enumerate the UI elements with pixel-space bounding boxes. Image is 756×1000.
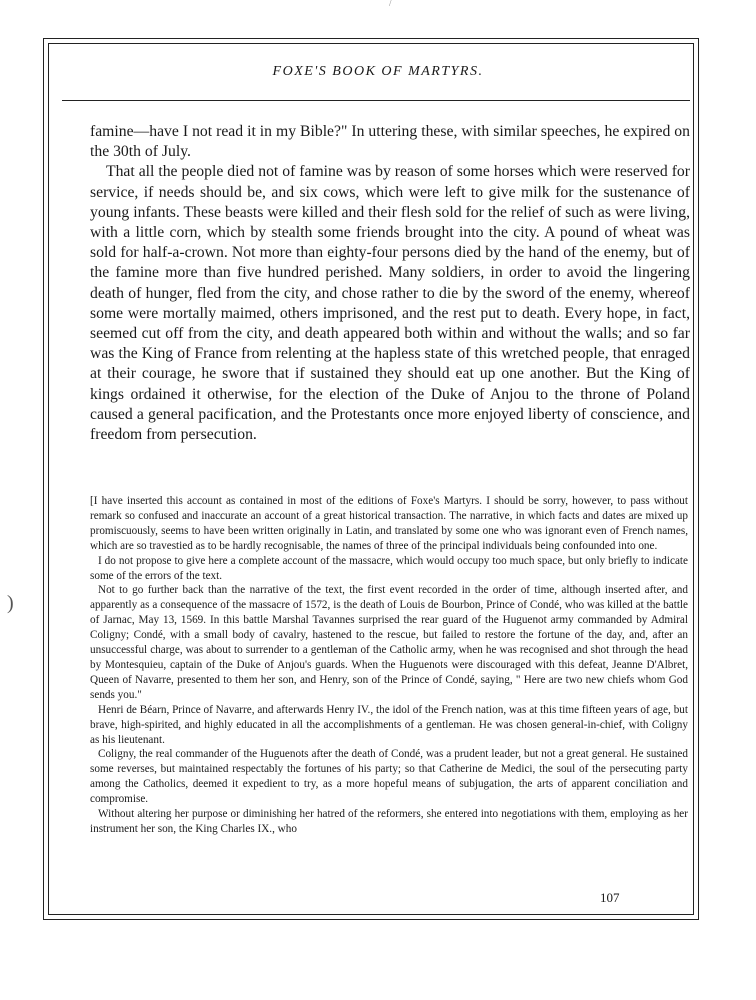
- page-number: 107: [600, 890, 620, 905]
- header-rule: [62, 100, 690, 101]
- stray-ink-mark: /: [389, 0, 392, 9]
- main-paragraph-continued: famine—have I not read it in my Bible?" In uttering these, with similar speeches, he expired on the 30th of July.: [90, 123, 690, 161]
- note-paragraph: Henri de Béarn, Prince of Navarre, and afterwards Henry IV., the idol of the French nation, was at this time fifteen years of age, but brave, high-spirited, and highly educated in all the accomplishments of a gentleman. He was chosen general-in-chief, with Coligny as his lieutenant.: [90, 703, 688, 746]
- note-paragraph: Without altering her purpose or diminishing her hatred of the reformers, she entered into negotiations with them, employing as her instrument her son, the King Charles IX., who: [90, 808, 688, 835]
- main-paragraph: That all the people died not of famine was by reason of some horses which were reserved for service, if needs should be, and six cows, which were left to give milk for the sustenance of young infants. These beasts were killed and their flesh sold for the relief of such as were living, with a little corn, which by stealth some friends brought into the city. A pound of wheat was sold for half-a-crown. Not more than eighty-four persons died by the hand of the enemy, but of the famine more than five hundred perished. Many soldiers, in order to avoid the lingering death of hunger, fled from the city, and chose rather to die by the sword of the enemy, whereof some were mortally maimed, others imprisoned, and the rest put to death. Every hope, in fact, seemed cut off from the city, and death appeared both within and without the walls; and so far was the King of France from relenting at the hapless state of this wretched people, that enraged at their courage, he swore that if sustained they should eat up one another. But the King of kings ordained it otherwise, for the election of the Duke of Anjou to the throne of Poland caused a general pacification, and the Protestants once more enjoyed liberty of conscience, and freedom from persecution.: [90, 163, 690, 444]
- note-paragraph: [I have inserted this account as contained in most of the editions of Foxe's Martyrs. I should be sorry, however, to pass without remark so confused and inaccurate an account of a great historical transaction. The narrative, in which facts and dates are mixed up promiscuously, seems to have been written originally in Latin, and translated by some one who was ignorant even of French names, which are so travestied as to be hardly recognisable, the names of three of the principal individuals being confounded into one.: [90, 495, 688, 552]
- note-paragraph: Coligny, the real commander of the Huguenots after the death of Condé, was a prudent leader, but not a great general. He sustained some reverses, but maintained respectably the fortunes of his party; so that Catherine de Medici, the soul of the persecuting party among the Catholics, deemed it expedient to try, as a more hopeful means of subjugation, the arts of apparent conciliation and compromise.: [90, 748, 688, 806]
- margin-ink-mark: ): [7, 592, 14, 614]
- note-paragraph: Not to go further back than the narrative of the text, the first event recorded in the order of time, although inserted after, and apparently as a consequence of the massacre of 1572, is the death of Louis de Bourbon, Prince of Condé, who was killed at the battle of Jarnac, May 13, 1569. In this battle Marshal Tavannes surprised the rear guard of the Huguenot army commanded by Admiral Coligny; Condé, with a small body of cavalry, hastened to the rescue, but failed to restore the fortune of the day, and, after an unsuccessful charge, was about to surrender to a gentleman of the Catholic army, when he was recognised and shot through the head by Montesquieu, captain of the Duke of Anjou's guards. When the Huguenots were discouraged with this defeat, Jeanne D'Albret, Queen of Navarre, presented to them her son, and Henry, son of the Prince of Condé, saying, " Here are two new chiefs whom God sends you.": [90, 584, 688, 701]
- editor-notes: [90, 494, 688, 837]
- running-title: FOXE'S BOOK OF MARTYRS.: [272, 64, 484, 79]
- note-paragraph: I do not propose to give here a complete account of the massacre, which would occupy too much space, but only briefly to indicate some of the errors of the text.: [90, 554, 688, 582]
- main-text-body: [90, 122, 690, 445]
